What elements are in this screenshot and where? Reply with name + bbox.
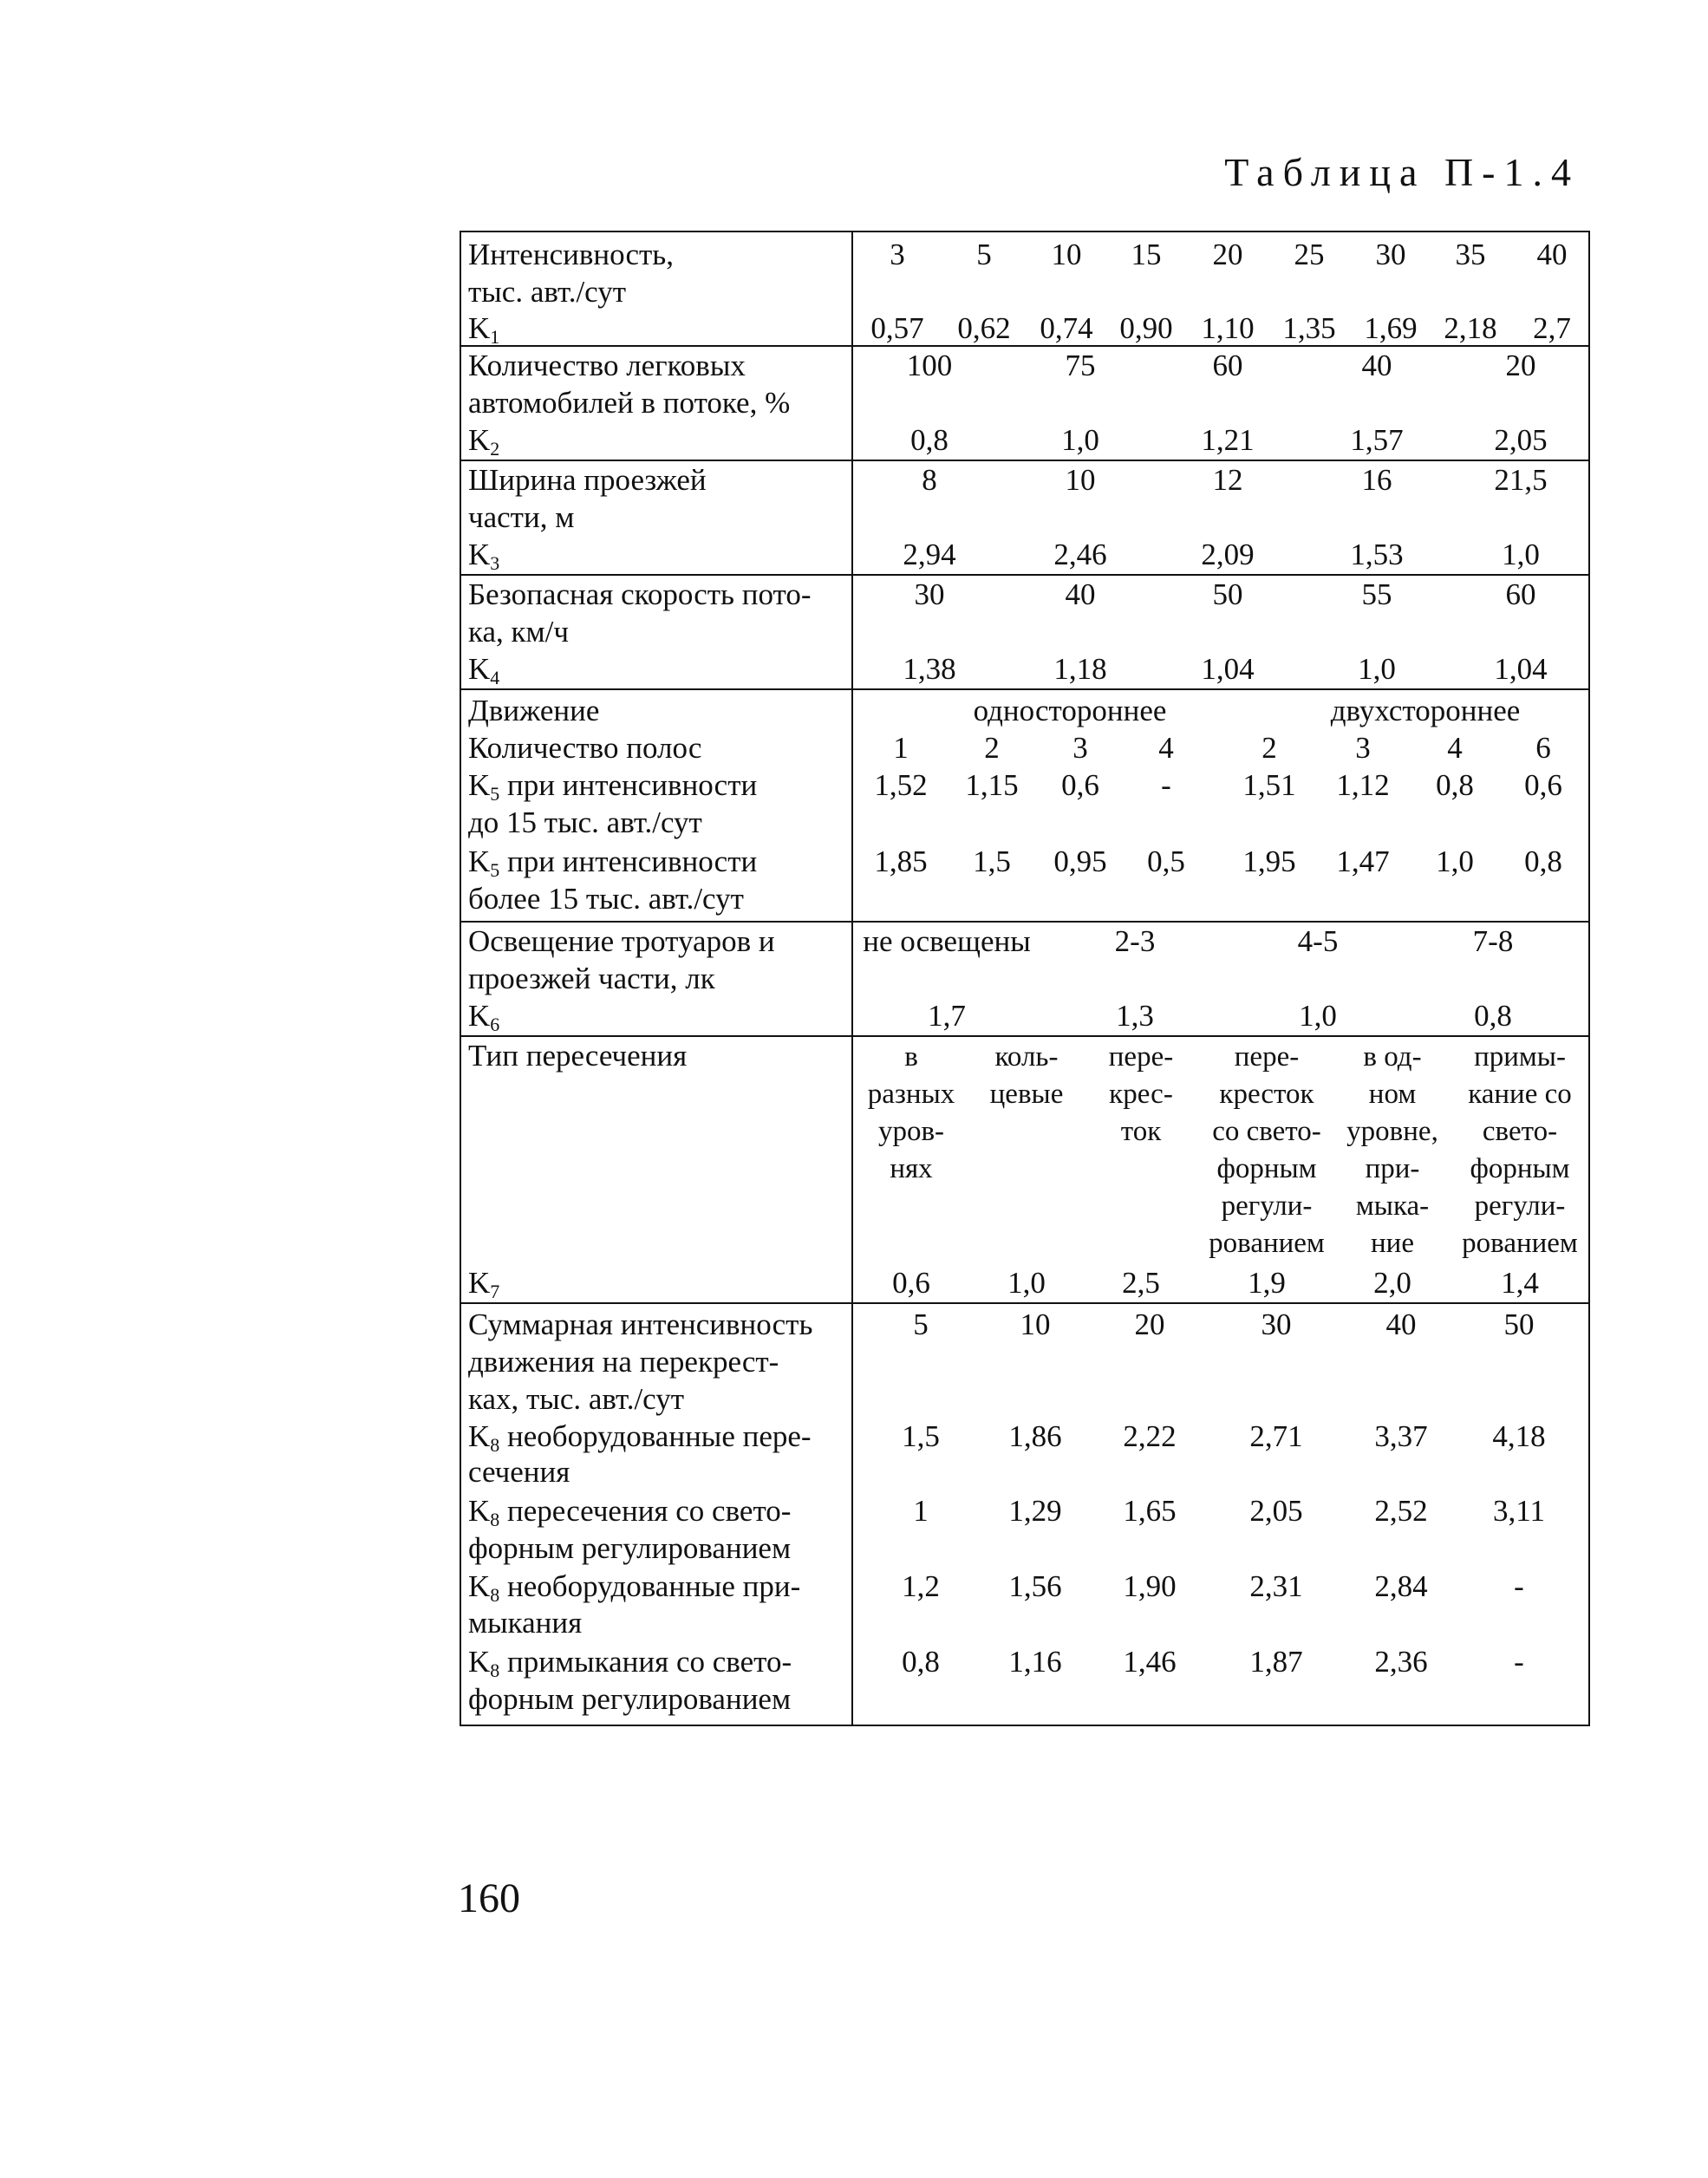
table-cell: 1,95 [1242,844,1296,878]
row-label: до 15 тыс. авт./сут [468,805,702,839]
table-cell: 2,18 [1444,311,1497,345]
table-cell: 40 [1065,577,1096,611]
table-cell: 75 [1065,349,1096,382]
table-cell: 0,6 [1524,768,1562,802]
table-cell: 1,87 [1249,1645,1303,1679]
table-cell: - [1514,1569,1524,1603]
row-label: Освещение тротуаров и [468,924,775,958]
table-cell: 1,38 [903,652,956,686]
table-cell: 35 [1455,238,1486,271]
table-cell: 1,9 [1248,1266,1286,1300]
table-cell: 2,46 [1053,538,1107,571]
table-row-k3 [461,461,1588,576]
table-cell: 3,37 [1374,1419,1428,1453]
coef-label: $K_8$ необорудованные при- [468,1569,801,1606]
table-cell: 1,04 [1494,652,1548,686]
table-row-k5 [461,690,1588,923]
table-cell: 2 [1261,731,1277,765]
coef-label: $K_3$ [468,538,500,574]
table-cell: 1,5 [973,844,1011,878]
table-cell: 1 [913,1494,929,1528]
table-cell: 0,74 [1040,311,1093,345]
table-cell: 1,29 [1008,1494,1062,1528]
row-label: тыс. авт./сут [468,275,627,309]
table-caption: Таблица П-1.4 [1224,150,1580,194]
table-row-k2 [461,347,1588,461]
table-cell: 0,5 [1147,844,1185,878]
table-cell: 1,52 [874,768,928,802]
table-cell: 2,31 [1249,1569,1303,1603]
table-cell: 1,51 [1242,768,1296,802]
table-cell: 2,52 [1374,1494,1428,1528]
coefficients-table [460,231,1590,1726]
coef-label: $K_8$ примыкания со свето- [468,1645,792,1681]
table-cell: 2 [984,731,1000,765]
row-label: движения на перекрест- [468,1345,779,1379]
table-cell: 1,04 [1201,652,1255,686]
table-cell: 5 [913,1307,929,1341]
row-label: Количество легковых [468,349,746,382]
table-cell: 0,8 [902,1645,940,1679]
table-cell: 1,65 [1123,1494,1177,1528]
table-cell: 60 [1212,349,1243,382]
table-cell: 6 [1535,731,1551,765]
coef-label: $K_8$ пересечения со свето- [468,1494,792,1530]
coef-label: $K_7$ [468,1266,500,1302]
table-cell: 1,10 [1201,311,1255,345]
row-label: Интенсивность, [468,238,675,271]
table-cell: 2,36 [1374,1645,1428,1679]
table-cell: 40 [1536,238,1568,271]
row-label: сечения [468,1455,570,1489]
row-label: форным регулированием [468,1682,792,1716]
table-cell: 20 [1212,238,1243,271]
row-label: мыкания [468,1606,583,1640]
table-cell: 2,94 [903,538,956,571]
row-label: Суммарная интенсивность [468,1307,813,1341]
table-cell: 1,53 [1350,538,1404,571]
table-cell: 30 [914,577,945,611]
table-cell: 1,2 [902,1569,940,1603]
table-cell: 2,84 [1374,1569,1428,1603]
table-cell: 10 [1020,1307,1051,1341]
table-cell: 1,0 [1299,999,1337,1033]
table-cell: 40 [1361,349,1392,382]
table-cell: 0,8 [1524,844,1562,878]
row-label: ках, тыс. авт./сут [468,1382,685,1416]
table-cell: 1,12 [1336,768,1390,802]
table-cell: 50 [1503,1307,1535,1341]
table-cell: 0,57 [870,311,924,345]
table-cell: 3 [1072,731,1088,765]
table-cell: 20 [1505,349,1536,382]
table-cell: 4,18 [1492,1419,1546,1453]
coef-label: $K_8$ необорудованные пере- [468,1419,812,1456]
coef-label: $K_2$ [468,423,500,460]
table-cell: 20 [1134,1307,1165,1341]
table-cell: 2,22 [1123,1419,1177,1453]
table-cell: 1,47 [1336,844,1390,878]
table-cell: 0,6 [1061,768,1099,802]
table-cell: 1,0 [1007,1266,1046,1300]
table-cell: 1,16 [1008,1645,1062,1679]
table-cell: одностороннее [973,694,1167,727]
table-cell: 1,35 [1282,311,1336,345]
table-cell: 0,8 [1436,768,1474,802]
intersection-type: примы- кание со свето- форным регули- рованием [1462,1041,1578,1259]
table-cell: - [1161,768,1171,802]
table-cell: 1,7 [928,999,966,1033]
table-cell: 2,5 [1122,1266,1160,1300]
intersection-type: коль- цевые [989,1041,1064,1110]
table-cell: 2,09 [1201,538,1255,571]
table-cell: 1,86 [1008,1419,1062,1453]
table-cell: 3 [890,238,905,271]
table-cell: 60 [1505,577,1536,611]
row-label: Ширина проезжей [468,463,707,497]
coef-label: $K_4$ [468,652,500,688]
table-cell: 1,3 [1116,999,1154,1033]
table-cell: 7-8 [1472,924,1514,958]
table-cell: 4 [1158,731,1174,765]
table-cell: 100 [906,349,953,382]
table-cell: 0,8 [910,423,949,457]
page-number: 160 [458,1875,520,1921]
table-cell: 1,85 [874,844,928,878]
table-cell: 1,0 [1502,538,1540,571]
table-cell: 40 [1385,1307,1417,1341]
table-cell: 1,15 [965,768,1019,802]
table-cell: 4-5 [1297,924,1339,958]
intersection-type: пере- кресток со свето- форным регули- рованием [1209,1041,1325,1259]
table-cell: 1 [893,731,909,765]
row-label: части, м [468,500,575,534]
table-cell: 30 [1375,238,1406,271]
row-label: проезжей части, лк [468,962,715,995]
table-cell: 1,0 [1358,652,1396,686]
coef-label: $K_5$ при интенсивности [468,768,758,805]
row-label: более 15 тыс. авт./сут [468,882,744,916]
row-label: Количество полос [468,731,702,765]
table-row-k4 [461,576,1588,690]
table-cell: 2,71 [1249,1419,1303,1453]
row-label: Движение [468,694,600,727]
coef-label: $K_6$ [468,999,500,1035]
table-cell: 8 [922,463,937,497]
coef-label: $K_1$ [468,311,500,348]
table-cell: 1,4 [1501,1266,1539,1300]
table-cell: 0,95 [1053,844,1107,878]
table-cell: не освещены [863,924,1031,958]
table-cell: 1,21 [1201,423,1255,457]
table-cell: 0,62 [957,311,1011,345]
table-row-k6 [461,923,1588,1037]
table-row-k1 [461,232,1588,347]
table-cell: 1,0 [1436,844,1474,878]
table-cell: 1,90 [1123,1569,1177,1603]
table-cell: 1,18 [1053,652,1107,686]
table-cell: 10 [1051,238,1082,271]
table-cell: 30 [1261,1307,1292,1341]
table-cell: 1,56 [1008,1569,1062,1603]
table-cell: 0,8 [1474,999,1512,1033]
table-cell: 1,57 [1350,423,1404,457]
table-cell: 5 [976,238,992,271]
table-cell: 1,0 [1061,423,1099,457]
table-cell: 2-3 [1114,924,1156,958]
table-cell: 15 [1131,238,1162,271]
table-cell: 2,05 [1494,423,1548,457]
table-cell: двухстороннее [1330,694,1521,727]
table-cell: - [1514,1645,1524,1679]
table-cell: 2,05 [1249,1494,1303,1528]
table-cell: 3,11 [1493,1494,1545,1528]
table-cell: 2,7 [1533,311,1571,345]
intersection-type: в разных уров- нях [867,1041,955,1184]
table-cell: 2,0 [1373,1266,1411,1300]
row-label: автомобилей в потоке, % [468,386,791,420]
table-cell: 1,46 [1123,1645,1177,1679]
row-label: ка, км/ч [468,615,569,649]
table-cell: 1,69 [1364,311,1418,345]
table-cell: 25 [1294,238,1325,271]
intersection-type: пере- крес- ток [1108,1041,1174,1147]
table-cell: 50 [1212,577,1243,611]
table-cell: 3 [1355,731,1371,765]
table-cell: 4 [1447,731,1463,765]
table-cell: 0,6 [892,1266,930,1300]
table-cell: 0,90 [1119,311,1173,345]
row-label: форным регулированием [468,1531,792,1565]
row-label: Тип пересечения [468,1039,688,1073]
row-label: Безопасная скорость пото- [468,577,812,611]
intersection-type: в од- ном уровне, при- мыка- ние [1346,1041,1438,1259]
table-cell: 16 [1361,463,1392,497]
table-cell: 21,5 [1494,463,1548,497]
table-cell: 12 [1212,463,1243,497]
table-row-k8 [461,1304,1588,1725]
table-cell: 10 [1065,463,1096,497]
table-cell: 55 [1361,577,1392,611]
table-row-k7 [461,1037,1588,1304]
table-cell: 1,5 [902,1419,940,1453]
coef-label: $K_5$ при интенсивности [468,844,758,881]
